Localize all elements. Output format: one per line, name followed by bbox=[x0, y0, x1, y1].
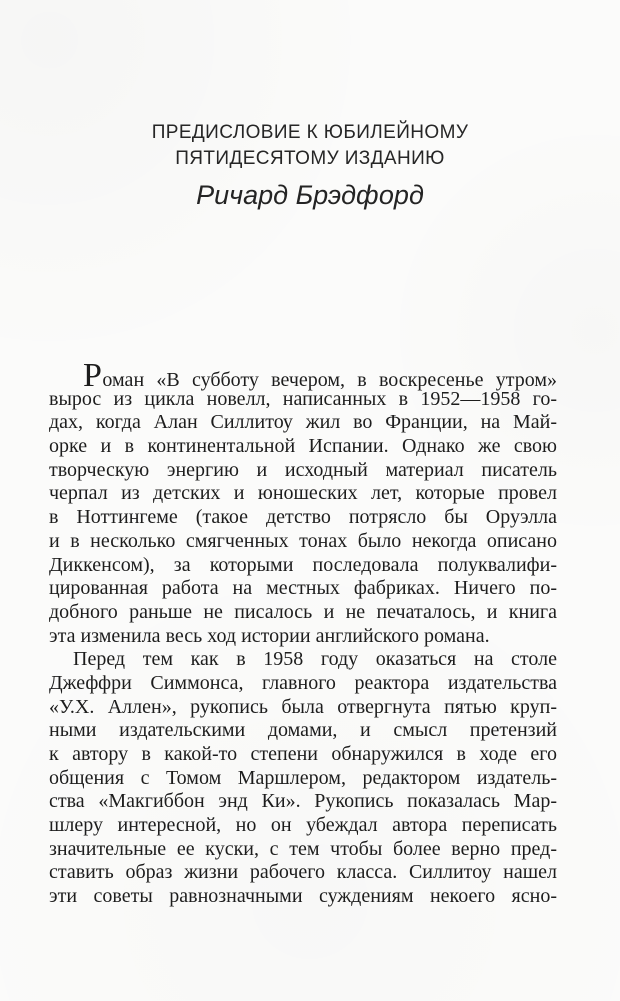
text-line: эта изменила весь ход истории английского романа. bbox=[49, 624, 490, 647]
text-line: в Ноттингеме (такое детство потрясло бы Оруэлла bbox=[49, 506, 557, 529]
text-line: творческую энергию и исходный материал писатель bbox=[49, 458, 557, 481]
text-line: Джеффри Симмонса, главного реактора издательства bbox=[49, 671, 557, 694]
text-line: Диккенсом), за которыми последовала полуквалифи- bbox=[49, 553, 557, 576]
text-line: Перед тем как в 1958 году оказаться на столе bbox=[73, 648, 557, 671]
chapter-title bbox=[0, 120, 620, 172]
text-line: вырос из цикла новелл, написанных в 1952—1958 го- bbox=[49, 387, 557, 410]
text-line: дах, когда Алан Силлитоу жил во Франции, на Май- bbox=[49, 411, 557, 434]
text-line: добного раньше не писалось и не печаталось, и книга bbox=[49, 600, 557, 623]
text-line: эти советы равнозначными суждениям некоего ясно- bbox=[49, 885, 557, 908]
text-line: орке и в континентальной Испании. Однако же свою bbox=[49, 435, 557, 458]
paragraph bbox=[49, 648, 557, 909]
text-line: и в несколько смягченных тонах было некогда описано bbox=[49, 529, 557, 552]
chapter-title-line-1: ПРЕДИСЛОВИЕ К ЮБИЛЕЙНОМУ bbox=[151, 122, 469, 143]
text-line: «У.Х. Аллен», рукопись была отвергнута пятью круп- bbox=[49, 695, 557, 718]
text-line: Роман «В субботу вечером, в воскресенье утром» bbox=[83, 357, 557, 394]
text-line: цированная работа на местных фабриках. Ничего по- bbox=[49, 577, 557, 600]
chapter-title-line-2: ПЯТИДЕСЯТОМУ ИЗДАНИЮ bbox=[175, 148, 445, 169]
chapter-author: Ричард Брэдфорд bbox=[196, 180, 424, 210]
text-line: общения с Томом Маршлером, редактором издатель- bbox=[49, 766, 557, 789]
raised-initial-letter: Р bbox=[83, 357, 103, 394]
text-line: черпал из детских и юношеских лет, которые провел bbox=[49, 482, 557, 505]
text-line: к автору в какой-то степени обнаружился в ходе его bbox=[49, 743, 557, 765]
text-line: шлеру интересной, но он убеждал автора переписать bbox=[49, 814, 557, 837]
text-line: ства «Макгиббон энд Ки». Рукопись показалась Мар- bbox=[49, 790, 557, 813]
paragraph bbox=[49, 357, 557, 648]
text-line: ными издательскими домами, и смысл претензий bbox=[49, 719, 557, 742]
text-line: ставить образ жизни рабочего класса. Силлитоу нашел bbox=[49, 861, 557, 884]
text-line: значительные ее куски, с тем чтобы более верно пред- bbox=[49, 837, 557, 860]
body-text bbox=[49, 357, 557, 909]
